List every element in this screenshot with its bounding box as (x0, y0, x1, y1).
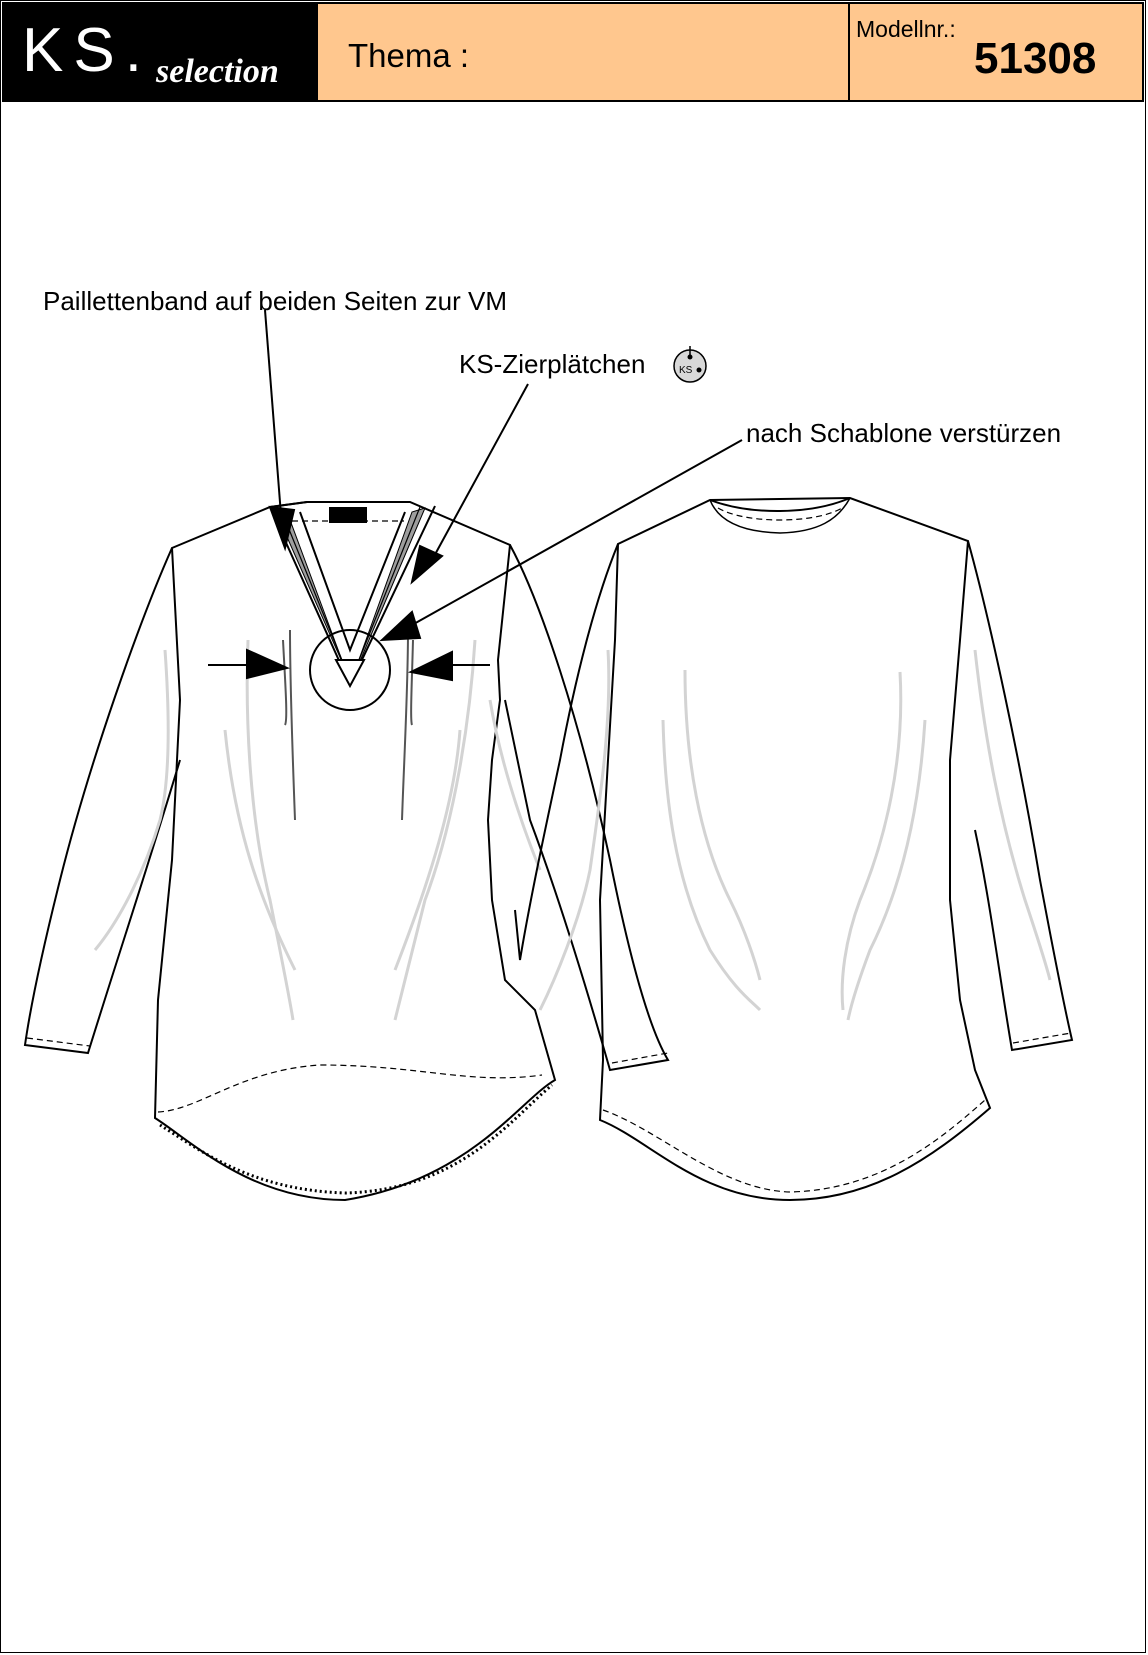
drawstring-right-2 (411, 640, 413, 725)
ks-plate-badge (674, 346, 706, 382)
front-hem-stitch (158, 1065, 542, 1112)
v-neck-tip (336, 660, 364, 686)
leader-template (412, 440, 742, 625)
leader-ks-plate (432, 384, 528, 560)
annotation-ks-plate: KS-Zierplätchen (459, 349, 646, 379)
back-fold-lines (540, 650, 1050, 1020)
front-neckline (270, 502, 410, 507)
front-view (25, 502, 668, 1200)
front-hem-lace (160, 1085, 552, 1193)
leader-sequin-tape (265, 310, 281, 515)
arrow-right-dart (411, 652, 452, 680)
brand-selection-text: selection (156, 53, 279, 90)
arrow-left-dart (247, 650, 287, 678)
back-right-sleeve (968, 541, 1072, 1050)
sequin-tape-right (352, 508, 425, 680)
back-neck-facing (710, 498, 850, 533)
front-left-cuff-stitch (27, 1038, 90, 1046)
front-left-sleeve (25, 548, 180, 1053)
theme-label: Thema : (348, 37, 470, 74)
annotation-sequin-tape: Paillettenband auf beiden Seiten zur VM (43, 286, 507, 316)
drawstring-right (402, 630, 408, 820)
drawstring-left (290, 630, 295, 820)
model-number-value: 51308 (974, 34, 1097, 83)
back-hem-stitch (603, 1100, 985, 1192)
back-view (515, 498, 1072, 1200)
back-body-outline (600, 498, 990, 1200)
back-neck-stitch (718, 508, 842, 520)
neck-label (330, 508, 366, 522)
back-left-sleeve (515, 544, 618, 960)
front-body-outline (155, 502, 555, 1200)
arrow-template (382, 612, 420, 640)
model-number-label: Modellnr.: (856, 16, 956, 42)
drawstring-left-2 (283, 640, 286, 725)
brand-ks-text: KS. (22, 16, 152, 85)
annotation-template-note: nach Schablone verstürzen (746, 418, 1062, 448)
ks-plate-text: KS (679, 365, 693, 376)
front-right-sleeve (505, 545, 668, 1070)
front-arrows (208, 310, 742, 680)
v-neck-edge-left (282, 512, 346, 670)
v-neck-edge-right (355, 507, 420, 670)
